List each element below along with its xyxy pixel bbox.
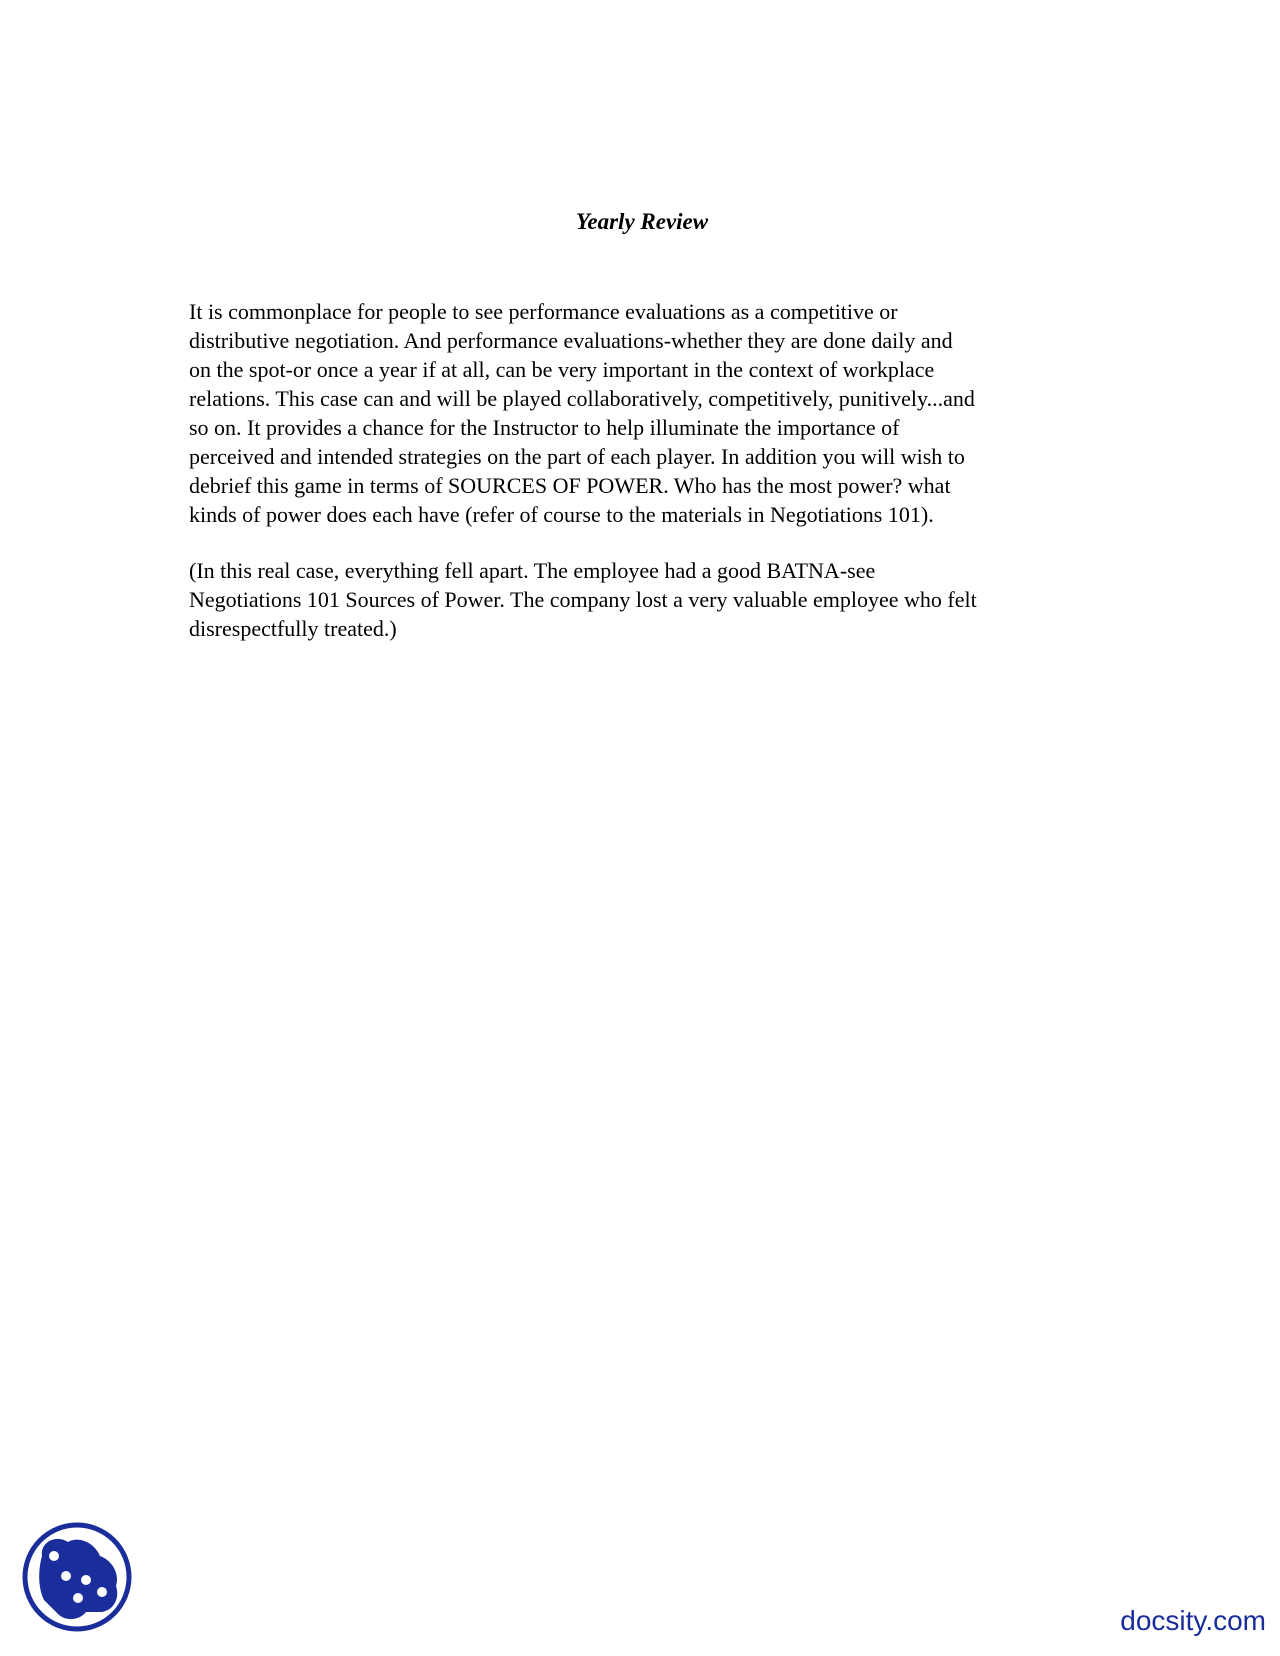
docsity-brand-link[interactable]: docsity.com xyxy=(1120,1605,1266,1636)
paragraph-outcome xyxy=(189,556,1099,643)
paragraph-line: distributive negotiation. And performance evaluations-whether they are done daily and xyxy=(189,328,953,353)
paragraph-line: on the spot-or once a year if at all, can be very important in the context of workplace xyxy=(189,357,935,382)
paragraph-line: kinds of power does each have (refer of course to the materials in Negotiations 101). xyxy=(189,502,934,527)
paragraph-line: disrespectfully treated.) xyxy=(189,616,397,641)
paragraph-line: debrief this game in terms of SOURCES OF POWER. Who has the most power? what xyxy=(189,473,951,498)
paragraph-intro xyxy=(189,297,1099,529)
docsity-logo-icon[interactable] xyxy=(20,1520,134,1634)
paragraph-line: It is commonplace for people to see performance evaluations as a competitive or xyxy=(189,299,898,324)
paragraph-line: perceived and intended strategies on the part of each player. In addition you will wish to xyxy=(189,444,965,469)
paragraph-line: so on. It provides a chance for the Instructor to help illuminate the importance of xyxy=(189,415,900,440)
paragraph-line: (In this real case, everything fell apart. The employee had a good BATNA-see xyxy=(189,558,876,583)
paragraph-line: relations. This case can and will be played collaboratively, competitively, punitively...and xyxy=(189,386,975,411)
paragraph-line: Negotiations 101 Sources of Power. The company lost a very valuable employee who felt xyxy=(189,587,977,612)
document-title: Yearly Review xyxy=(575,209,709,234)
